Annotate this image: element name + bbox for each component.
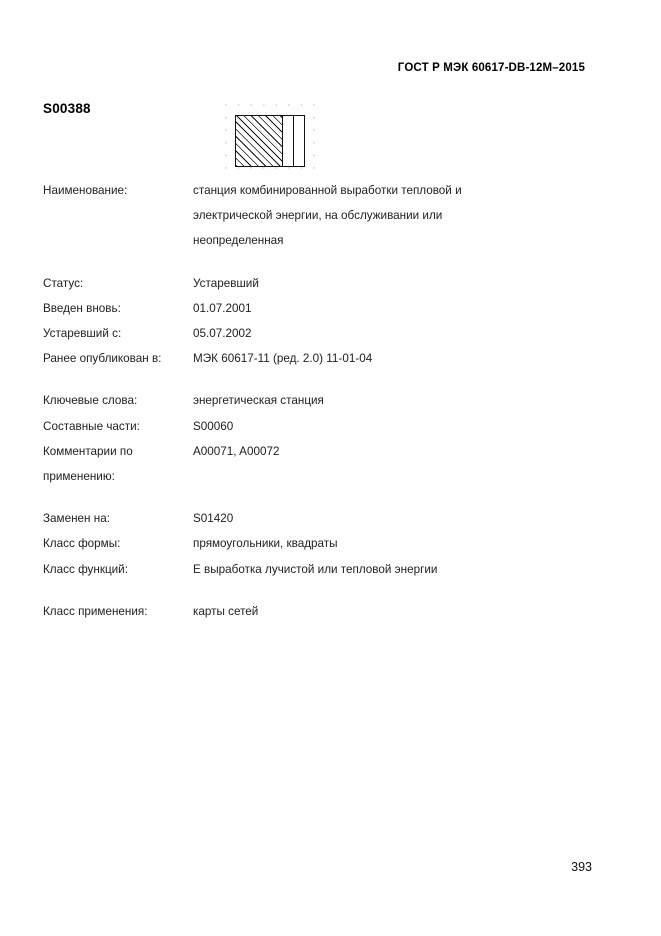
- field-label: [43, 346, 193, 371]
- field-value-line: карты сетей: [193, 604, 259, 618]
- field-value: [193, 321, 603, 346]
- field-value: [193, 506, 603, 531]
- field-row: [43, 439, 603, 489]
- field-value: [193, 599, 603, 624]
- field-value-line: энергетическая станция: [193, 394, 324, 408]
- page-number: 393: [571, 860, 592, 874]
- field-value: [193, 414, 603, 439]
- field-value-line: прямоугольники, квадраты: [193, 537, 338, 551]
- field-value-line: 05.07.2002: [193, 327, 252, 341]
- field-value: [193, 531, 603, 556]
- field-row: [43, 271, 603, 296]
- field-label: [43, 599, 193, 624]
- field-label-line: Класс формы:: [43, 537, 121, 551]
- field-value-line: электрической энергии, на обслуживании или: [193, 209, 443, 223]
- field-value-line: МЭК 60617-11 (ред. 2.0) 11-01-04: [193, 352, 373, 366]
- field-value: [193, 271, 603, 296]
- field-label-line: Ключевые слова:: [43, 394, 138, 408]
- field-value: [193, 296, 603, 321]
- field-value-line: неопределенная: [193, 234, 284, 248]
- field-label: [43, 557, 193, 582]
- field-label-line: Комментарии по: [43, 444, 133, 458]
- field-label-line: Наименование:: [43, 184, 128, 197]
- field-value-line: Е выработка лучистой или тепловой энергии: [193, 562, 438, 576]
- field-block-separator: [43, 371, 603, 388]
- field-value: [193, 346, 603, 371]
- field-row: [43, 557, 603, 582]
- symbol-id-heading: S00388: [43, 101, 91, 116]
- symbol-attribute-list: [43, 178, 603, 624]
- field-label-line: Класс применения:: [43, 604, 148, 618]
- field-label-line: Статус:: [43, 276, 84, 290]
- field-block-separator: [43, 582, 603, 599]
- field-label-line: Введен вновь:: [43, 301, 121, 315]
- field-row: [43, 346, 603, 371]
- field-label: [43, 531, 193, 556]
- plain-cell-first: [283, 116, 293, 166]
- field-value-line: A00071, A00072: [193, 444, 280, 458]
- field-row: [43, 321, 603, 346]
- field-value: [193, 178, 603, 254]
- field-block-separator: [43, 254, 603, 271]
- symbol-rectangle-outline: [235, 115, 305, 167]
- field-value-line: S00060: [193, 419, 234, 433]
- field-label: [43, 271, 193, 296]
- field-label: [43, 414, 193, 439]
- field-label: [43, 388, 193, 413]
- field-row: [43, 388, 603, 413]
- field-label: [43, 296, 193, 321]
- field-row: [43, 178, 603, 254]
- symbol-graphic: [224, 102, 324, 174]
- field-label: [43, 321, 193, 346]
- field-label-line: Устаревший с:: [43, 327, 122, 341]
- field-label-line: Заменен на:: [43, 512, 110, 526]
- field-value: [193, 557, 603, 582]
- field-row: [43, 296, 603, 321]
- field-value-line: станция комбинированной выработки тепловой и: [193, 184, 462, 197]
- field-label-line: Составные части:: [43, 419, 140, 433]
- field-row: [43, 506, 603, 531]
- field-value-line: S01420: [193, 512, 234, 526]
- field-label: [43, 178, 193, 203]
- field-value-line: Устаревший: [193, 276, 259, 290]
- field-label-line: применению:: [43, 470, 115, 484]
- field-block-separator: [43, 489, 603, 506]
- field-label: [43, 506, 193, 531]
- field-label-line: Ранее опубликован в:: [43, 352, 162, 366]
- field-row: [43, 531, 603, 556]
- field-row: [43, 414, 603, 439]
- field-label: [43, 439, 193, 489]
- hatched-square-cell: [236, 116, 283, 166]
- field-value: [193, 439, 603, 464]
- field-value-line: 01.07.2001: [193, 301, 252, 315]
- document-header-standard-reference: ГОСТ Р МЭК 60617-DB-12M–2015: [397, 62, 585, 74]
- field-value: [193, 388, 603, 413]
- plain-cell-second: [293, 116, 304, 166]
- field-row: [43, 599, 603, 624]
- field-label-line: Класс функций:: [43, 562, 128, 576]
